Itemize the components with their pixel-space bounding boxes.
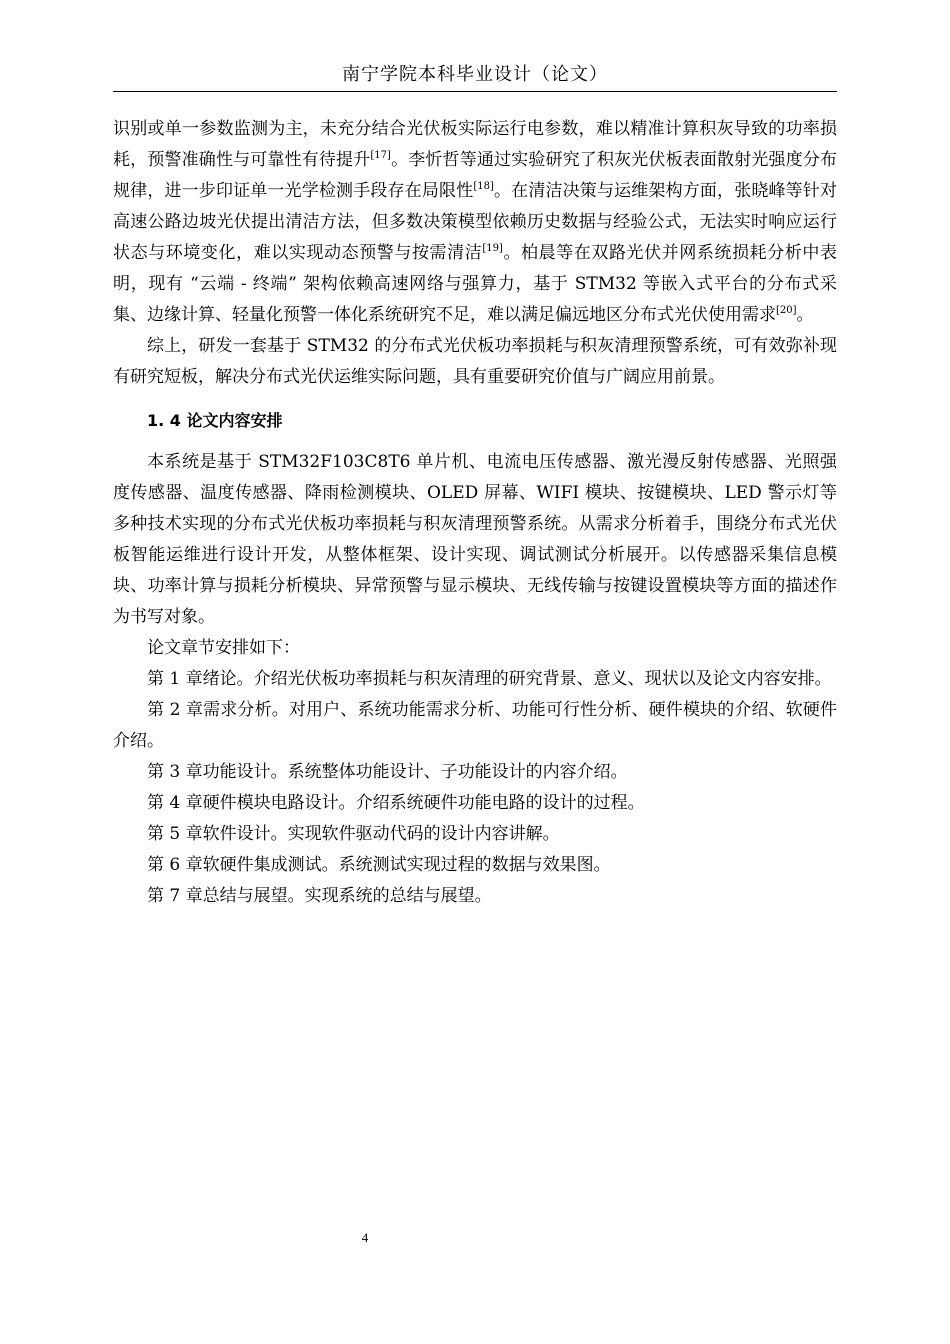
- document-body: [113, 114, 837, 912]
- paragraph-text: 。李忻哲等通过实验研究了积灰光伏板表面散射光强度分布规律，进一步印证单一光学检测手段存在局限性: [113, 150, 838, 201]
- citation-20: [20]: [776, 305, 797, 316]
- paragraph-summary: 综上，研发一套基于 STM32 的分布式光伏板功率损耗与积灰清理预警系统，可有效弥补现有研究短板，解决分布式光伏运维实际问题，具有重要研究价值与广阔应用前景。: [113, 336, 837, 387]
- paragraph-text: 。在清洁决策与运维架构方面，张晓峰等针对高速公路边坡光伏提出清洁方法，但多数决策模型依赖历史数据与经验公式，无法实时响应运行状态与环境变化，难以实现动态预警与按需清洁: [113, 181, 837, 263]
- chapter-item-5: 第 5 章软件设计。实现软件驱动代码的设计内容讲解。: [147, 824, 560, 844]
- paragraph-chapter-intro: 论文章节安排如下：: [147, 638, 300, 658]
- chapter-item-4: 第 4 章硬件模块电路设计。介绍系统硬件功能电路的设计的过程。: [147, 793, 645, 813]
- citation-19: [19]: [482, 243, 503, 254]
- citation-18: [18]: [473, 181, 494, 192]
- chapter-item-1: 第 1 章绪论。介绍光伏板功率损耗与积灰清理的研究背景、意义、现状以及论文内容安排。: [147, 669, 832, 689]
- chapter-item-2: 第 2 章需求分析。对用户、系统功能需求分析、功能可行性分析、硬件模块的介绍、软硬件介绍。: [113, 700, 837, 751]
- chapter-item-7: 第 7 章总结与展望。实现系统的总结与展望。: [147, 886, 492, 906]
- chapter-item-3: 第 3 章功能设计。系统整体功能设计、子功能设计的内容介绍。: [147, 762, 628, 782]
- section-heading: 1. 4 论文内容安排: [147, 411, 283, 430]
- paragraph-text: 。柏晨等在双路光伏并网系统损耗分析中表明，现有 “云端 - 终端” 架构依赖高速网络与强算力，基于 STM32 等嵌入式平台的分布式采集、边缘计算、轻量化预警一体化系统研究不足，难以满足偏远地区分布式光伏使用需求: [113, 243, 838, 325]
- citation-17: [17]: [370, 150, 391, 161]
- paragraph-text: 识别或单一参数监测为主，未充分结合光伏板实际运行电参数，难以精准计算积灰导致的功率损耗，预警准确性与可靠性有待提升: [113, 119, 837, 170]
- page-number: 4: [361, 1230, 369, 1245]
- header-divider: [113, 91, 837, 92]
- chapter-item-6: 第 6 章软硬件集成测试。系统测试实现过程的数据与效果图。: [147, 855, 611, 875]
- paragraph-system-overview: 本系统是基于 STM32F103C8T6 单片机、电流电压传感器、激光漫反射传感器、光照强度传感器、温度传感器、降雨检测模块、OLED 屏幕、WIFI 模块、按键模块、LED 警示灯等多种技术实现的分布式光伏板功率损耗与积灰清理预警系统。从需求分析着手，围绕分布式光伏板智能运维进行设计开发，从整体框架、设计实现、调试测试分析展开。以传感器采集信息模块、功率计算与损耗分析模块、异常预警与显示模块、无线传输与按键设置模块等方面的描述作为书写对象。: [113, 452, 837, 627]
- paragraph-text: 。: [796, 305, 814, 325]
- running-header: 南宁学院本科毕业设计（论文）: [342, 64, 608, 85]
- paragraph-literature-review: [113, 114, 837, 331]
